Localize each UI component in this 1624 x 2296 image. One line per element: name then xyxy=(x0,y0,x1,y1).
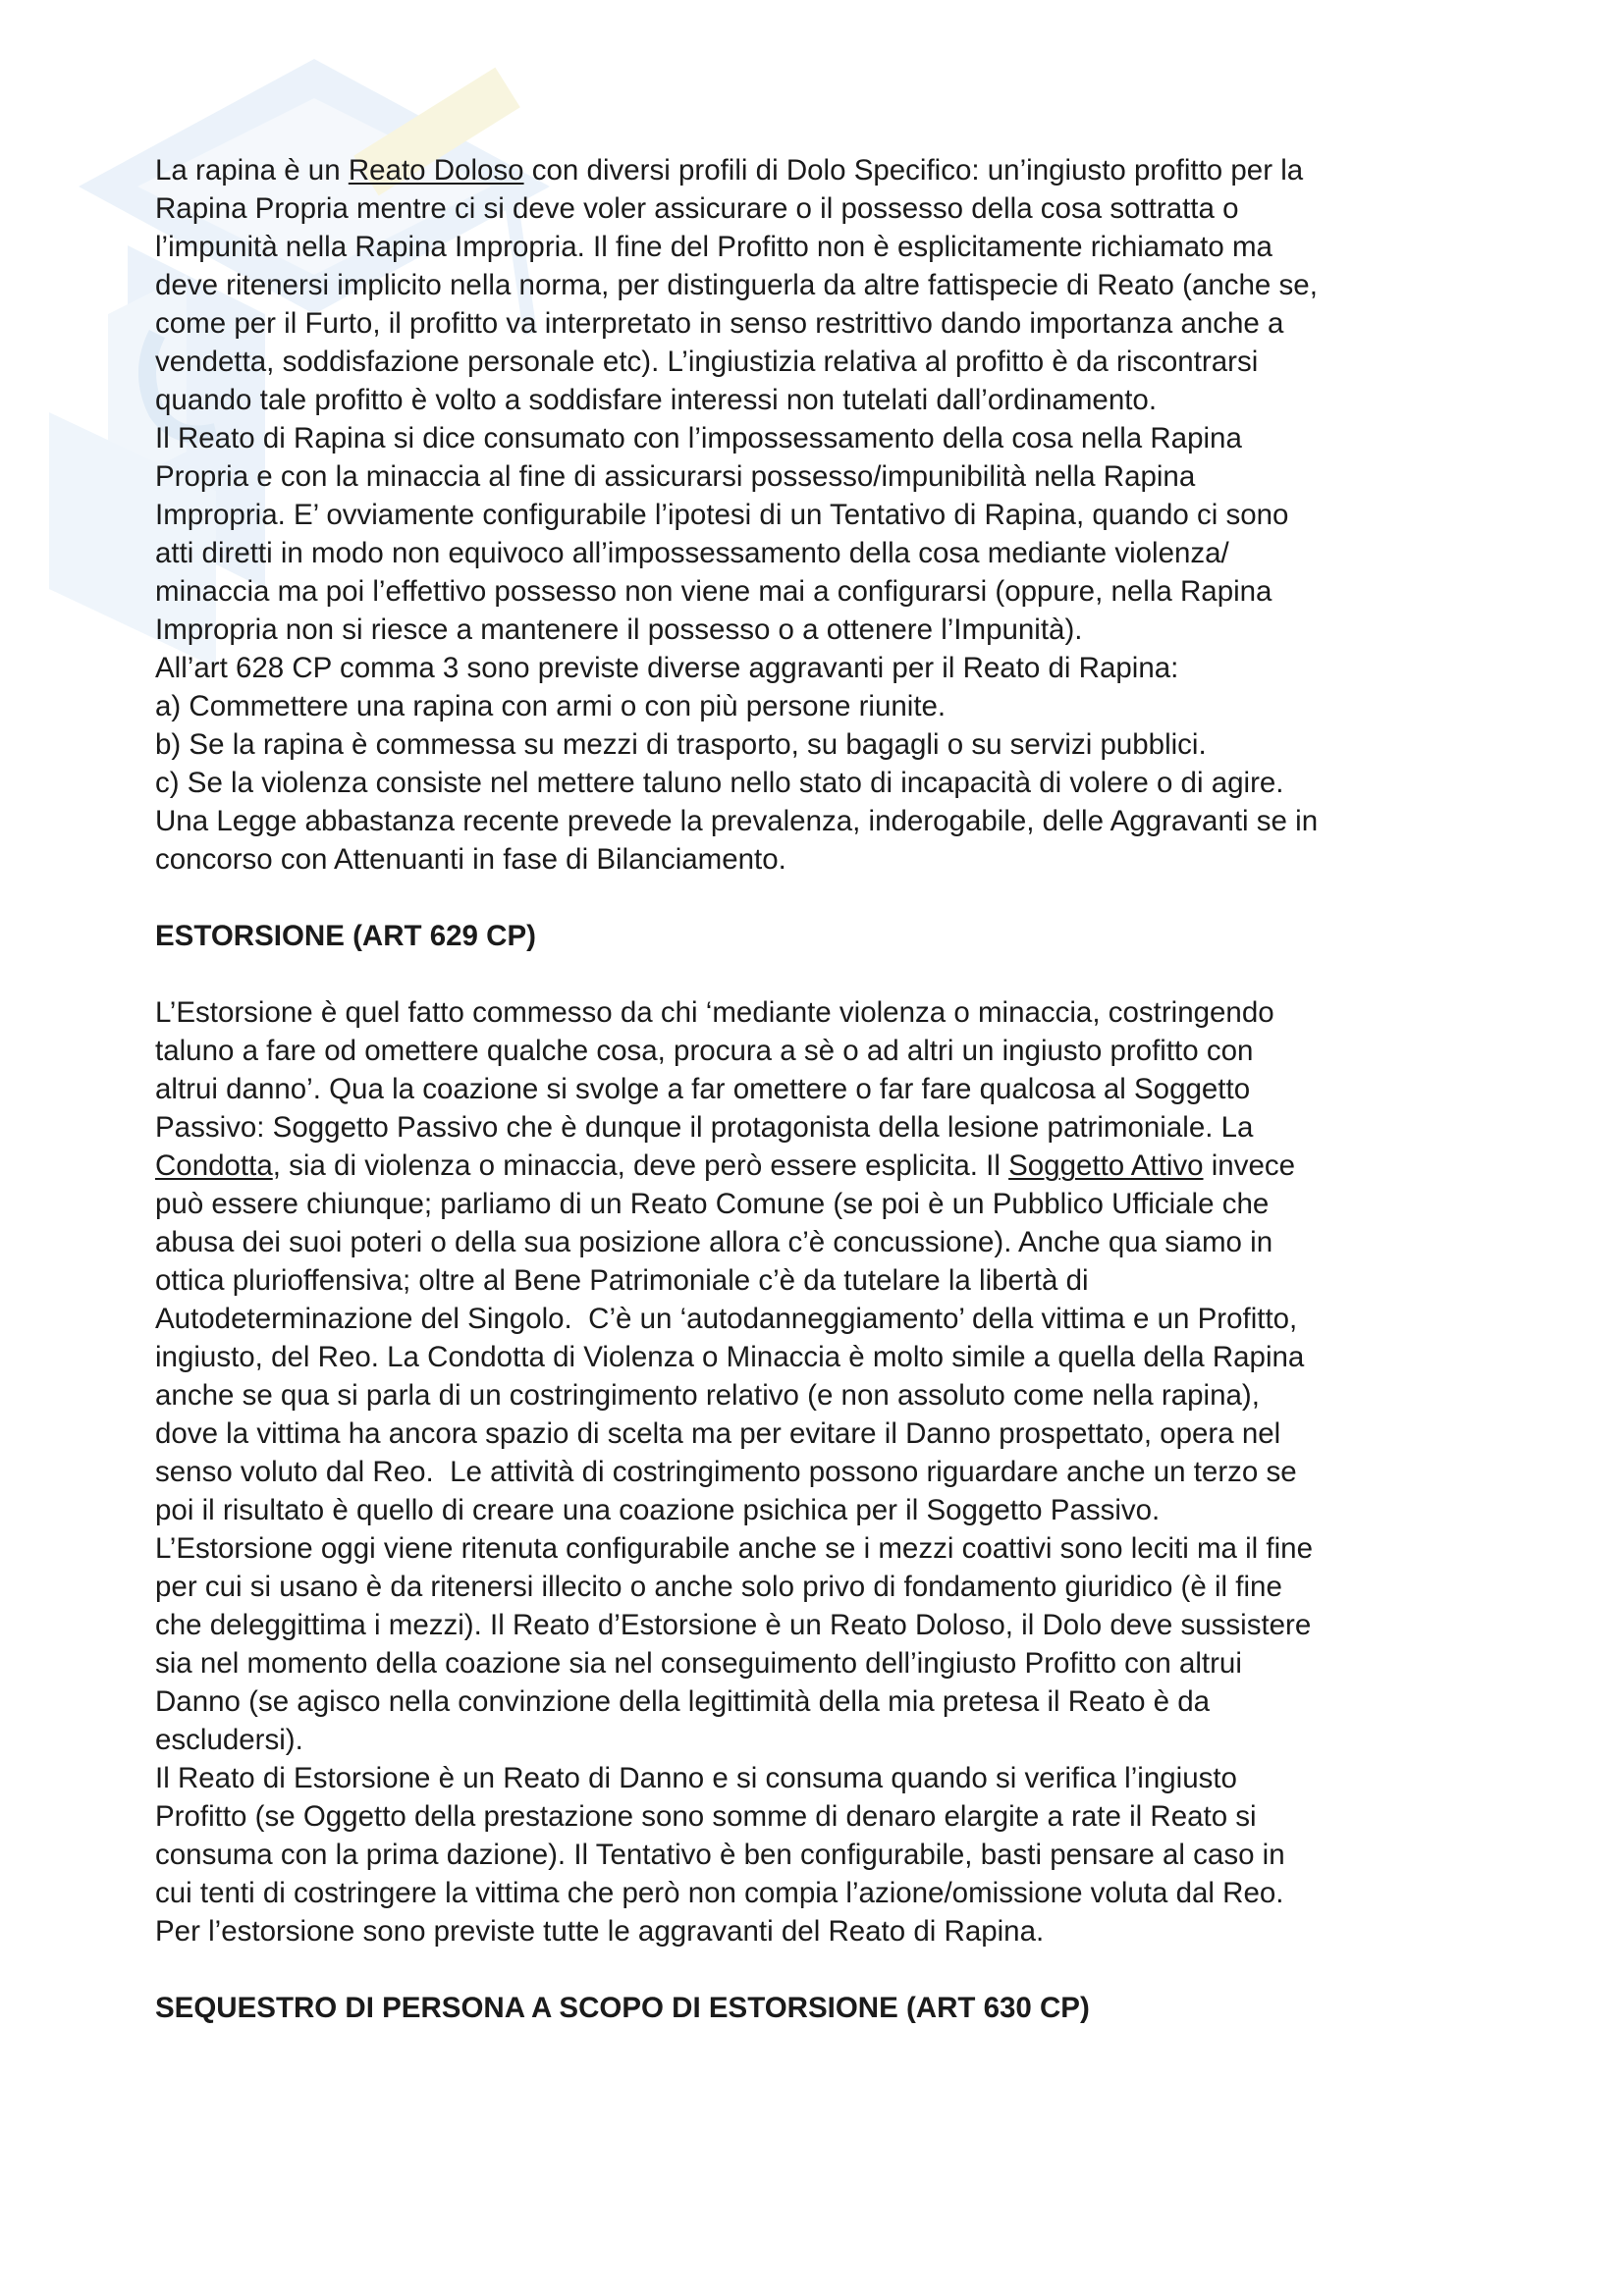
text-span: può essere chiunque; parliamo di un Reato Comune (se poi è un Pubblico Ufficiale che xyxy=(155,1188,1270,1220)
text-line xyxy=(155,266,1490,304)
text-line xyxy=(155,1338,1490,1376)
text-span: ottica plurioffensiva; oltre al Bene Patrimoniale c’è da tutelare la libertà di xyxy=(155,1264,1089,1297)
text-line xyxy=(155,1185,1490,1223)
text-line xyxy=(155,1721,1490,1759)
text-line xyxy=(155,1912,1490,1950)
text-span: quando tale profitto è volto a soddisfare interessi non tutelati dall’ordinamento. xyxy=(155,384,1158,416)
text-span: L’Estorsione è quel fatto commesso da chi ‘mediante violenza o minaccia, costringendo xyxy=(155,996,1274,1029)
text-line xyxy=(155,1453,1490,1491)
text-span: c) Se la violenza consiste nel mettere taluno nello stato di incapacità di volere o di agire. xyxy=(155,767,1284,799)
text-line xyxy=(155,1568,1490,1606)
text-span: Per l’estorsione sono previste tutte le aggravanti del Reato di Rapina. xyxy=(155,1915,1045,1948)
text-line xyxy=(155,840,1490,879)
text-span: Il Reato di Rapina si dice consumato con l’impossessamento della cosa nella Rapina xyxy=(155,422,1242,454)
text-line xyxy=(155,228,1490,266)
text-span: escludersi). xyxy=(155,1724,303,1756)
text-span: concorso con Attenuanti in fase di Bilanciamento. xyxy=(155,843,786,876)
text-line xyxy=(155,1032,1490,1070)
text-span: invece xyxy=(1203,1149,1296,1182)
text-span: che deleggittima i mezzi). Il Reato d’Estorsione è un Reato Doloso, il Dolo deve sussistere xyxy=(155,1609,1312,1641)
text-span: minaccia ma poi l’effettivo possesso non viene mai a configurarsi (oppure, nella Rapina xyxy=(155,575,1272,608)
text-span: poi il risultato è quello di creare una coazione psichica per il Soggetto Passivo. xyxy=(155,1494,1161,1526)
text-line xyxy=(155,1874,1490,1912)
text-line xyxy=(155,1682,1490,1721)
text-line xyxy=(155,1797,1490,1836)
text-span: dove la vittima ha ancora spazio di scelta ma per evitare il Danno prospettato, opera nel xyxy=(155,1417,1281,1450)
text-span: abusa dei suoi poteri o della sua posizione allora c’è concussione). Anche qua siamo in xyxy=(155,1226,1273,1258)
text-line xyxy=(155,1415,1490,1453)
spacer xyxy=(155,1950,1490,1989)
text-line xyxy=(155,1108,1490,1147)
text-span: All’art 628 CP comma 3 sono previste diverse aggravanti per il Reato di Rapina: xyxy=(155,652,1179,684)
text-span: per cui si usano è da ritenersi illecito o anche solo privo di fondamento giuridico (è il fine xyxy=(155,1571,1282,1603)
spacer xyxy=(155,955,1490,993)
text-line xyxy=(155,151,1490,189)
text-line xyxy=(155,534,1490,572)
underlined-term: Soggetto Attivo xyxy=(1008,1149,1204,1182)
text-span: deve ritenersi implicito nella norma, per distinguerla da altre fattispecie di Reato (anche se, xyxy=(155,269,1318,301)
text-line xyxy=(155,343,1490,381)
text-line xyxy=(155,802,1490,840)
text-line xyxy=(155,1836,1490,1874)
text-span: atti diretti in modo non equivoco all’impossessamento della cosa mediante violenza/ xyxy=(155,537,1229,569)
text-line xyxy=(155,457,1490,496)
text-span: con diversi profili di Dolo Specifico: un’ingiusto profitto per la xyxy=(523,154,1304,187)
text-span: Il Reato di Estorsione è un Reato di Danno e si consuma quando si verifica l’ingiusto xyxy=(155,1762,1237,1794)
text-span: Rapina Propria mentre ci si deve voler assicurare o il possesso della cosa sottratta o xyxy=(155,192,1239,225)
text-span: sia nel momento della coazione sia nel conseguimento dell’ingiusto Profitto con altrui xyxy=(155,1647,1242,1680)
text-line xyxy=(155,1223,1490,1261)
section-heading-estorsione: ESTORSIONE (ART 629 CP) xyxy=(155,920,536,952)
text-line xyxy=(155,381,1490,419)
text-span: altrui danno’. Qua la coazione si svolge a far omettere o far fare qualcosa al Soggetto xyxy=(155,1073,1251,1105)
text-span: L’Estorsione oggi viene ritenuta configurabile anche se i mezzi coattivi sono leciti ma il fine xyxy=(155,1532,1313,1565)
underlined-term: Condotta xyxy=(155,1149,273,1182)
text-line xyxy=(155,725,1490,764)
text-span: Impropria. E’ ovviamente configurabile l’ipotesi di un Tentativo di Rapina, quando ci sono xyxy=(155,499,1289,531)
underlined-term: Reato Doloso xyxy=(348,154,524,187)
text-span: consuma con la prima dazione). Il Tentativo è ben configurabile, basti pensare al caso in xyxy=(155,1839,1285,1871)
text-line xyxy=(155,1300,1490,1338)
text-span: Profitto (se Oggetto della prestazione sono somme di denaro elargite a rate il Reato si xyxy=(155,1800,1257,1833)
text-span: taluno a fare od omettere qualche cosa, procura a sè o ad altri un ingiusto profitto con xyxy=(155,1035,1254,1067)
text-line xyxy=(155,1376,1490,1415)
text-span: , sia di violenza o minaccia, deve però essere esplicita. Il xyxy=(272,1149,1009,1182)
text-line xyxy=(155,1606,1490,1644)
text-line xyxy=(155,496,1490,534)
paragraph-rapina xyxy=(155,151,1490,879)
text-span: Propria e con la minaccia al fine di assicurarsi possesso/impunibilità nella Rapina xyxy=(155,460,1196,493)
text-span: Danno (se agisco nella convinzione della legittimità della mia pretesa il Reato è da xyxy=(155,1685,1211,1718)
text-line xyxy=(155,304,1490,343)
text-span: come per il Furto, il profitto va interpretato in senso restrittivo dando importanza anche a xyxy=(155,307,1284,340)
section-heading-sequestro: SEQUESTRO DI PERSONA A SCOPO DI ESTORSIONE (ART 630 CP) xyxy=(155,1992,1090,2024)
paragraph-estorsione xyxy=(155,993,1490,1950)
text-span: cui tenti di costringere la vittima che però non compia l’azione/omissione voluta dal Reo. xyxy=(155,1877,1284,1909)
text-line xyxy=(155,419,1490,457)
text-line xyxy=(155,1261,1490,1300)
text-span: b) Se la rapina è commessa su mezzi di trasporto, su bagagli o su servizi pubblici. xyxy=(155,728,1207,761)
text-span: vendetta, soddisfazione personale etc). L’ingiustizia relativa al profitto è da riscontrarsi xyxy=(155,346,1259,378)
text-span: l’impunità nella Rapina Impropria. Il fine del Profitto non è esplicitamente richiamato ma xyxy=(155,231,1272,263)
text-span: senso voluto dal Reo. Le attività di costringimento possono riguardare anche un terzo se xyxy=(155,1456,1297,1488)
text-span: anche se qua si parla di un costringimento relativo (e non assoluto come nella rapina), xyxy=(155,1379,1260,1412)
text-span: Passivo: Soggetto Passivo che è dunque il protagonista della lesione patrimoniale. La xyxy=(155,1111,1254,1144)
text-span: Impropria non si riesce a mantenere il possesso o a ottenere l’Impunità). xyxy=(155,614,1083,646)
text-line xyxy=(155,993,1490,1032)
text-line xyxy=(155,1070,1490,1108)
text-span: ingiusto, del Reo. La Condotta di Violenza o Minaccia è molto simile a quella della Rapina xyxy=(155,1341,1305,1373)
text-line xyxy=(155,572,1490,611)
text-span: Una Legge abbastanza recente prevede la prevalenza, inderogabile, delle Aggravanti se in xyxy=(155,805,1319,837)
text-line xyxy=(155,687,1490,725)
spacer xyxy=(155,879,1490,917)
document-body xyxy=(155,151,1490,2027)
text-line xyxy=(155,1491,1490,1529)
text-span: Autodeterminazione del Singolo. C’è un ‘autodanneggiamento’ della vittima e un Profitto, xyxy=(155,1303,1298,1335)
text-line xyxy=(155,1147,1490,1185)
text-line xyxy=(155,611,1490,649)
text-line xyxy=(155,764,1490,802)
text-line xyxy=(155,189,1490,228)
text-span: La rapina è un xyxy=(155,154,349,187)
text-line xyxy=(155,649,1490,687)
text-line xyxy=(155,1759,1490,1797)
text-span: a) Commettere una rapina con armi o con più persone riunite. xyxy=(155,690,947,722)
text-line xyxy=(155,1644,1490,1682)
text-line xyxy=(155,1529,1490,1568)
